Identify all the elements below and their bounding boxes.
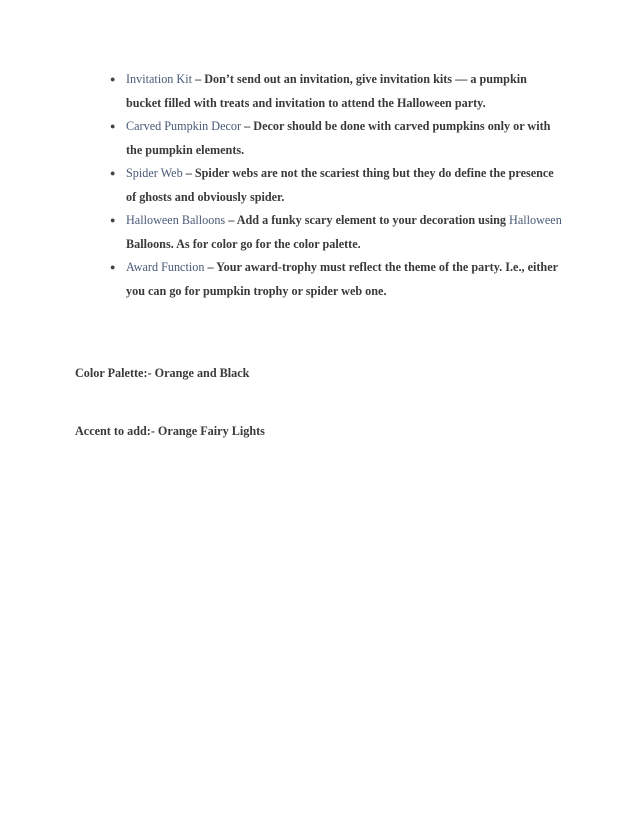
item-text-continued: the pumpkin elements. xyxy=(126,142,245,157)
item-text: – Spider webs are not the scariest thing but they do define the presence xyxy=(182,166,554,180)
term-link[interactable]: Halloween Balloons xyxy=(126,213,226,227)
item-text-continued: you can go for pumpkin trophy or spider web one. xyxy=(126,283,387,298)
list-item-halloween-balloons xyxy=(96,209,596,256)
item-text-continued: Balloons. As for color go for the color palette. xyxy=(126,236,361,251)
item-text: – Your award-trophy must reflect the theme of the party. I.e., either xyxy=(204,260,559,274)
list-item-award-function xyxy=(96,256,596,303)
item-text: – Don’t send out an invitation, give invitation kits — a pumpkin xyxy=(192,72,527,86)
item-text: – Add a funky scary element to your decoration using xyxy=(225,213,510,227)
term-link[interactable]: Carved Pumpkin Decor xyxy=(126,119,242,133)
term-link[interactable]: Spider Web xyxy=(126,166,183,180)
list-item-invitation-kit xyxy=(96,68,596,115)
bullet-icon: ● xyxy=(110,168,116,178)
halloween-link[interactable]: Halloween xyxy=(509,213,562,227)
list-item-carved-pumpkin-decor xyxy=(96,115,596,162)
color-palette-line: Color Palette:- Orange and Black xyxy=(75,366,250,380)
bullet-icon: ● xyxy=(110,215,116,225)
list-item-spider-web xyxy=(96,162,596,209)
term-link[interactable]: Invitation Kit xyxy=(126,72,193,86)
bullet-icon: ● xyxy=(110,74,116,84)
item-text-continued: bucket filled with treats and invitation to attend the Halloween party. xyxy=(126,95,486,110)
bullet-list xyxy=(96,68,596,303)
accent-line: Accent to add:- Orange Fairy Lights xyxy=(75,424,265,438)
bullet-icon: ● xyxy=(110,121,116,131)
term-link[interactable]: Award Function xyxy=(126,260,205,274)
item-text: – Decor should be done with carved pumpkins only or with xyxy=(241,119,551,133)
bullet-icon: ● xyxy=(110,262,116,272)
item-text-continued: of ghosts and obviously spider. xyxy=(126,189,285,204)
